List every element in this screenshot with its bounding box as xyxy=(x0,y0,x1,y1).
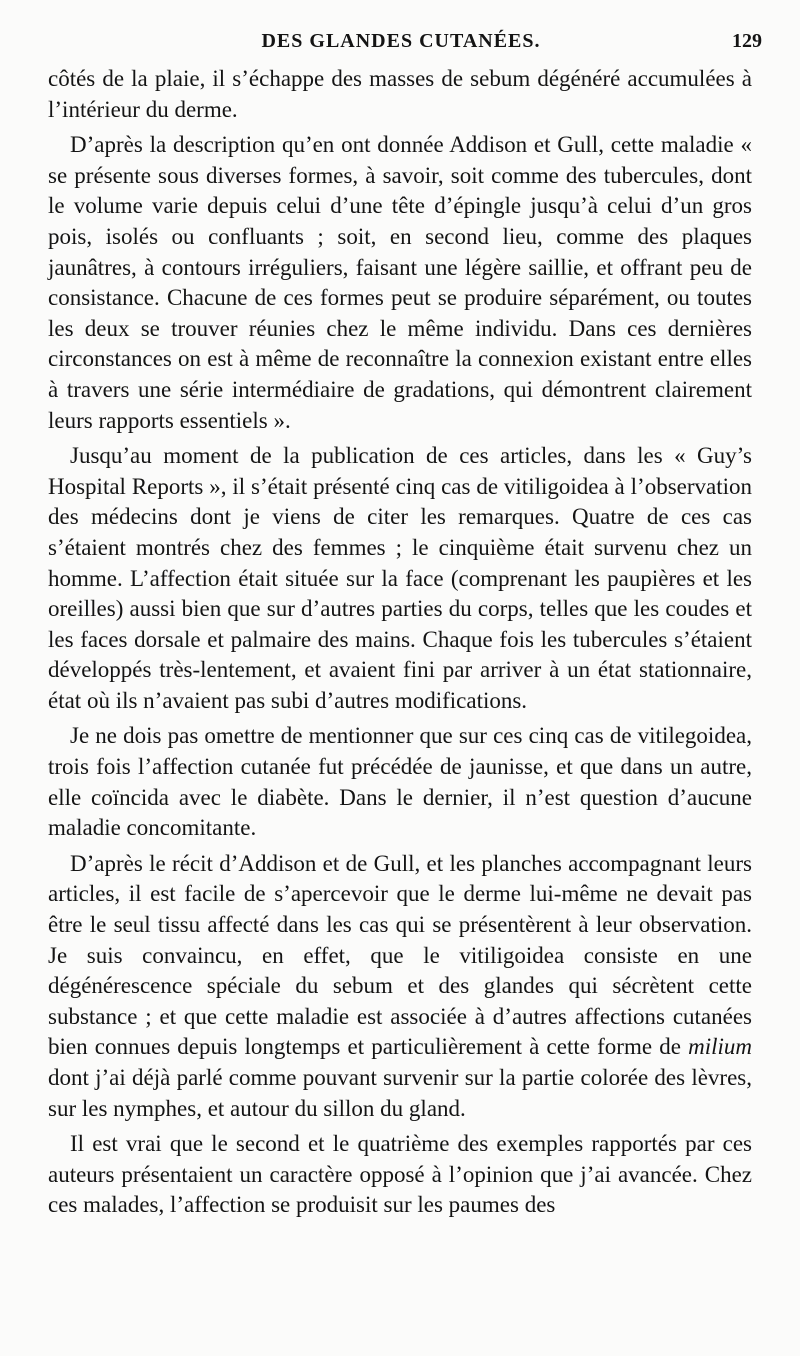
paragraph-5 xyxy=(48,849,752,1124)
paragraph-1: côtés de la plaie, il s’échappe des masses de sebum dégénéré accumulées à l’intérieur du derme. xyxy=(48,66,752,122)
paragraph-3: Jusqu’au moment de la publication de ces articles, dans les « Guy’s Hospital Reports », il s’était présenté cinq cas de vitiligoidea à l’observation des médecins dont je viens de citer les remarques. Quatre de ces cas s’étaient montrés chez des femmes ; le cinquième était survenu chez un homme. L’affection était située sur la face (comprenant les paupières et les oreilles) aussi bien que sur d’autres parties du corps, telles que les coudes et les faces dorsale et palmaire des mains. Chaque fois les tubercules s’étaient développés très-lentement, et avaient fini par arriver à un état stationnaire, état où ils n’avaient pas subi d’autres modifications. xyxy=(48,443,752,713)
milium-term: milium xyxy=(688,1034,752,1060)
paragraph-5-part-2: dont j’ai déjà parlé comme pouvant survenir sur la partie colorée des lèvres, sur les nymphes, et autour du sillon du gland. xyxy=(48,1065,752,1121)
running-title: DES GLANDES CUTANÉES. xyxy=(261,30,541,52)
page-number: 129 xyxy=(732,30,762,52)
paragraph-4: Je ne dois pas omettre de mentionner que sur ces cinq cas de vitilegoidea, trois fois l’affection cutanée fut précédée de jaunisse, et que dans un autre, elle coïncida avec le diabète. Dans le dernier, il n’est question d’aucune maladie concomitante. xyxy=(48,723,752,841)
paragraph-6: Il est vrai que le second et le quatrième des exemples rapportés par ces auteurs présentaient un caractère opposé à l’opinion que j’ai avancée. Chez ces malades, l’affection se produisit sur les paumes des xyxy=(48,1131,752,1218)
page-header xyxy=(40,30,762,60)
paragraph-2: D’après la description qu’en ont donnée Addison et Gull, cette maladie « se présente sous diverses formes, à savoir, soit comme des tubercules, dont le volume varie depuis celui d’une tête d’épingle jusqu’à celui d’un gros pois, isolés ou confluants ; soit, en second lieu, comme des plaques jaunâtres, à contours irréguliers, faisant une légère saillie, et offrant peu de consistance. Chacune de ces formes peut se produire séparément, ou toutes les deux se trouver réunies chez le même individu. Dans ces dernières circonstances on est à même de reconnaître la connexion existant entre elles à travers une série intermédiaire de gradations, qui démontrent clairement leurs rapports essentiels ». xyxy=(48,132,752,433)
paragraph-5-part-1: D’après le récit d’Addison et de Gull, et les planches accompagnant leurs articles, il est facile de s’apercevoir que le derme lui-même ne devait pas être le seul tissu affecté dans les cas qui se présentèrent à leur observation. Je suis convaincu, en effet, que le vitiligoidea consiste en une dégénérescence spéciale du sebum et des glandes qui sécrètent cette substance ; et que cette maladie est associée à d’autres affections cutanées bien connues depuis longtemps et particulièrement à cette forme de xyxy=(48,850,752,1060)
body-text xyxy=(48,64,752,1226)
